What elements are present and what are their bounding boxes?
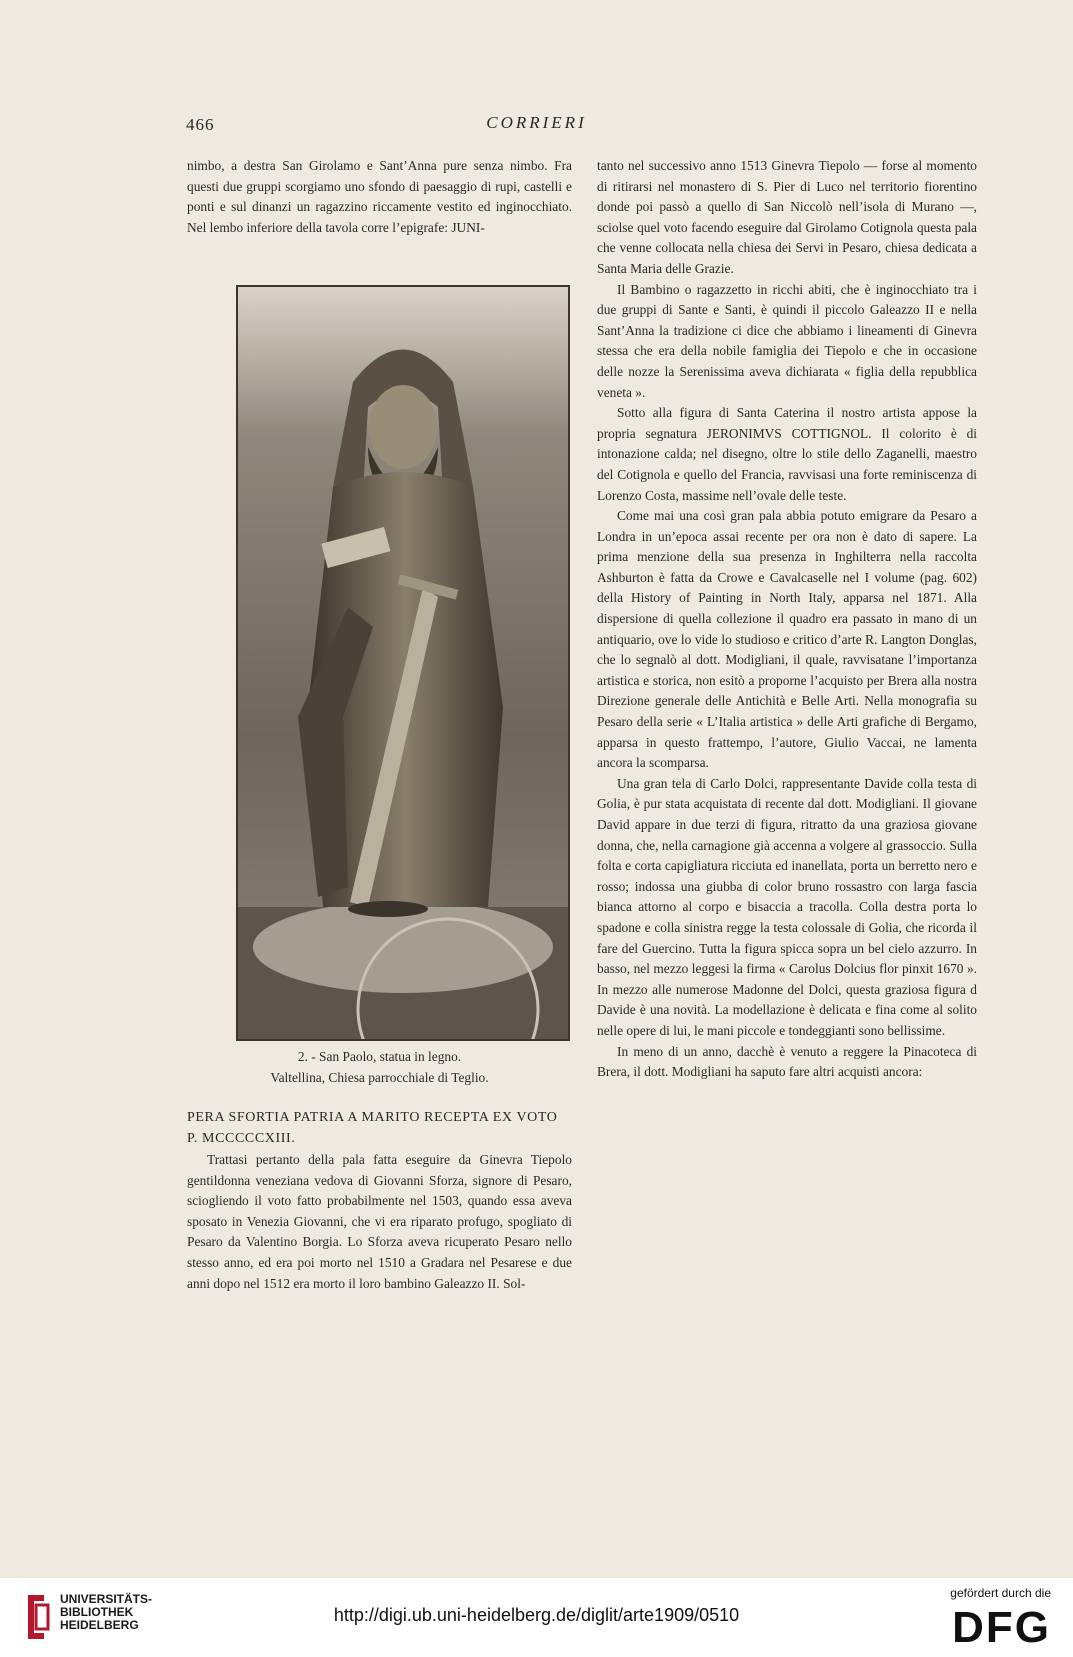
caption-line-1: 2. - San Paolo, statua in legno.	[297, 1049, 462, 1064]
paragraph: Il Bambino o ragazzetto in ricchi abiti, che è inginocchiato tra i due gruppi di Sante e Santi, è quindi il piccolo Galeazzo II e nella Sant’Anna la tradizione ci dice che abbiamo i lineamenti di Ginevra stessa che era della nobile famiglia dei Tiepolo e che in occasione delle nozze la Serenissima aveva dichiarata « figlia della repubblica veneta ».	[597, 281, 977, 400]
paragraph: Come mai una così gran pala abbia potuto emigrare da Pesaro a Londra in un’epoca assai recente per ora non è dato di sapere. La prima menzione della sua presenza in Inghilterra nella raccolta Ashburton è fatta da Crowe e Cavalcaselle nel I volume (pag. 602) della History of Painting in North Italy, apparsa nel 1871. Alla dispersione di quella collezione il quadro era passato in mano di un antiquario, ove lo vide lo studioso e critico d’arte R. Langton Donglas, che lo segnalò al dott. Modigliani, il quale, ravvisatane l’importanza artistica e storica, non esitò a proporne l’acquisto per Brera alla nostra Direzione generale delle Antichità e Belle Arti. Nella monografia su Pesaro della serie « L’Italia artistica » delle Arti grafiche di Bergamo, apparsa in questo frattempo, l’autore, Giulio Vaccai, ne lamenta ancora la scomparsa.	[597, 508, 977, 771]
dfg-logo: DFG	[952, 1603, 1051, 1652]
paragraph: Sotto alla figura di Santa Caterina il nostro artista appose la propria segnatura JERONIMVS COTTIGNOL. Il colorito è di intonazione calda; nel disegno, oltre lo stile dello Zaganelli, maestro del Cotignola e quello del Francia, ravvisasi una forte reminiscenza di Lorenzo Costa, massime nell’ovale delle teste.	[597, 405, 977, 503]
figure-caption	[187, 1047, 572, 1088]
left-column-top	[187, 156, 572, 238]
paragraph: In meno di un anno, dacchè è venuto a reggere la Pinacoteca di Brera, il dott. Modigliani ha saputo fare altri acquisti ancora:	[597, 1043, 977, 1080]
san-paolo-statue-image	[238, 287, 568, 1039]
library-name-line: HEIDELBERG	[60, 1618, 139, 1632]
right-column	[597, 156, 977, 1083]
caption-line-2: Valtellina, Chiesa parrocchiale di Teglio.	[270, 1069, 489, 1085]
paragraph: Trattasi pertanto della pala fatta eseguire da Ginevra Tiepolo gentildonna veneziana vedova di Giovanni Sforza, signore di Pesaro, sciogliendo il voto fatto probabilmente nel 1503, quando essa aveva sposato in Venezia Giovanni, che vi era riparato profugo, spogliato di Pesaro da Valentino Borgia. Lo Sforza aveva ricuperato Pesaro nello stesso anno, ed era poi morto nel 1510 a Gradara nel Pesarese e due anni dopo nel 1512 era morto il loro bambino Galeazzo II. Sol-	[187, 1152, 572, 1291]
paragraph: nimbo, a destra San Girolamo e Sant’Anna pure senza nimbo. Fra questi due gruppi scorgiamo uno sfondo di paesaggio di rupi, castelli e ponti e sul dinanzi un ragazzino riccamente vestito ed inginocchiato. Nel lembo inferiore della tavola corre l’epigrafe: JUNI-	[187, 158, 572, 235]
paragraph: tanto nel successivo anno 1513 Ginevra Tiepolo — forse al momento di ritirarsi nel monastero di S. Pier di Luco nel territorio fiorentino donde poi passò a quello di San Niccolò nell’isola di Murano —, sciolse quel voto facendo eseguire dal Girolamo Cotignola questa pala che venne collocata nella chiesa dei Servi in Pesaro, chiesa dedicata a Santa Maria delle Grazie.	[597, 158, 977, 276]
left-column-bottom	[187, 1150, 572, 1294]
funded-by-text: gefördert durch die	[950, 1586, 1051, 1600]
epigraph: PERA SFORTIA PATRIA A MARITO RECEPTA EX VOTO P. MCCCCCXIII.	[187, 1110, 558, 1146]
library-name-line: UNIVERSITÄTS-	[60, 1592, 153, 1606]
page-number: 466	[186, 115, 215, 134]
running-title: CORRIERI	[486, 113, 587, 132]
paragraph: Una gran tela di Carlo Dolci, rappresentante Davide colla testa di Golia, è pur stata acquistata di recente dal dott. Modigliani. Il giovane David appare in due terzi di figura, ritratto da una graziosa giovane donna, che, nella carnagione già accenna a volgere al grassoccio. Sulla folta e corta capigliatura ricciuta ed inanellata, porta un berretto nero e rosso; indossa una giubba di color bruno rossastro con larga fascia bianca attorno al corpo e bisaccia a tracolla. Colla destra porta lo spadone e colla sinistra regge la testa colossale di Golia, che ricorda il fare del Guercino. Tutta la figura spicca sopra un bel cielo azzurro. In basso, nel mezzo leggesi la firma « Carolus Dolcius flor pinxit 1670 ». In mezzo alle numerose Madonne del Dolci, questa graziosa figura d Davide è una novità. La modellazione è delicata e fina come al solito nelle opere di lui, le mani piccole e tondeggianti sono bellissime.	[597, 775, 977, 1038]
source-url-link[interactable]: http://digi.ub.uni-heidelberg.de/diglit/arte1909/0510	[333, 1605, 740, 1625]
digitization-footer	[0, 1578, 1073, 1657]
statue-photograph	[236, 285, 570, 1041]
library-name-line: BIBLIOTHEK	[60, 1605, 134, 1619]
